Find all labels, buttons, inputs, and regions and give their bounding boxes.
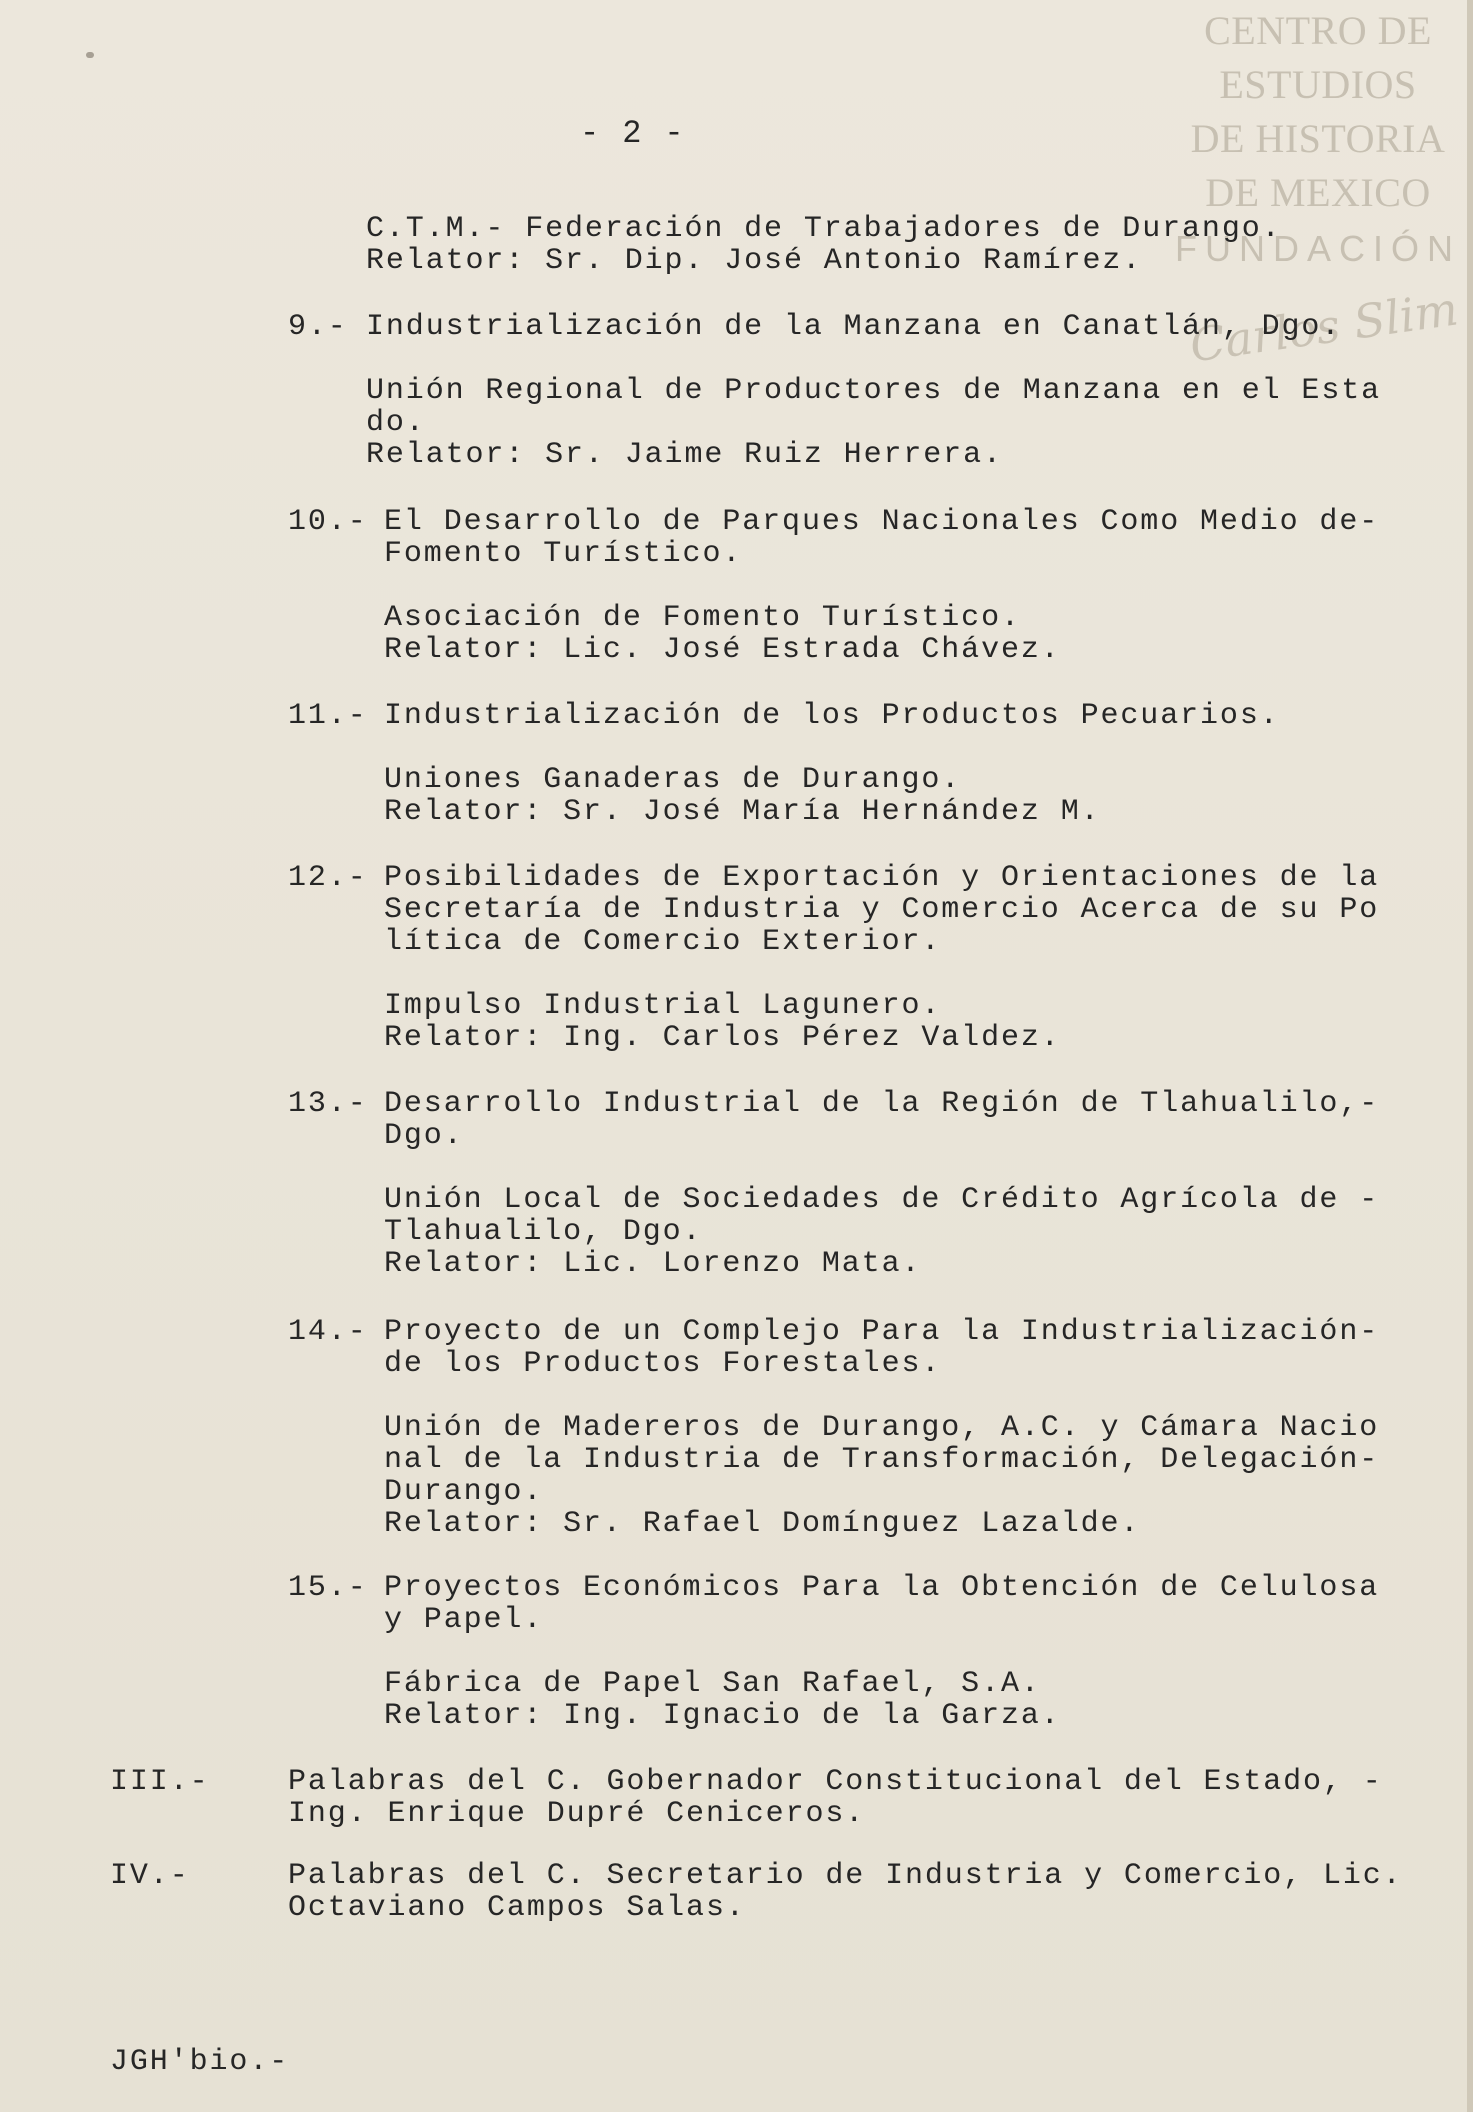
- item-org: Tlahualilo, Dgo.: [384, 1215, 703, 1249]
- item-title: Proyecto de un Complejo Para la Industrialización-: [384, 1315, 1380, 1349]
- item-org: do.: [366, 406, 426, 440]
- item-title: Posibilidades de Exportación y Orientaciones de la: [384, 861, 1380, 895]
- item-title: Industrialización de los Productos Pecuarios.: [384, 699, 1280, 733]
- item-title: lítica de Comercio Exterior.: [384, 925, 942, 959]
- item-number: 10.-: [288, 505, 368, 539]
- section-number: IV.-: [110, 1859, 190, 1893]
- item-org: Unión Regional de Productores de Manzana en el Esta: [366, 374, 1382, 408]
- item-org: Impulso Industrial Lagunero.: [384, 989, 942, 1023]
- item-10: [384, 506, 1379, 666]
- item-number: 11.-: [288, 699, 368, 733]
- line: Relator: Sr. Dip. José Antonio Ramírez.: [366, 244, 1143, 278]
- section-line: Octaviano Campos Salas.: [288, 1891, 746, 1925]
- item-number: 13.-: [288, 1087, 368, 1121]
- item-number: 15.-: [288, 1571, 368, 1605]
- item-number: 9.-: [288, 310, 348, 344]
- watermark-line: ESTUDIOS: [1219, 62, 1417, 107]
- item-org: Fábrica de Papel San Rafael, S.A.: [384, 1667, 1041, 1701]
- section-line: Palabras del C. Secretario de Industria y Comercio, Lic.: [288, 1859, 1403, 1893]
- item-org: Uniones Ganaderas de Durango.: [384, 763, 962, 797]
- section-iv: [288, 1860, 1403, 1924]
- item-relator: Relator: Sr. Rafael Domínguez Lazalde.: [384, 1507, 1141, 1541]
- item-relator: Relator: Ing. Carlos Pérez Valdez.: [384, 1021, 1061, 1055]
- item-title: Proyectos Económicos Para la Obtención de Celulosa: [384, 1571, 1380, 1605]
- item-number: 14.-: [288, 1315, 368, 1349]
- item-11: [384, 700, 1280, 828]
- watermark-line: DE MEXICO: [1205, 170, 1431, 215]
- item-13: [384, 1088, 1379, 1280]
- item-title: y Papel.: [384, 1603, 544, 1637]
- item-title: Dgo.: [384, 1119, 464, 1153]
- item-15: [384, 1572, 1379, 1732]
- section-line: Ing. Enrique Dupré Ceniceros.: [288, 1797, 866, 1831]
- item-title: Secretaría de Industria y Comercio Acerca de su Po: [384, 893, 1380, 927]
- item-relator: Relator: Lic. José Estrada Chávez.: [384, 633, 1061, 667]
- line: C.T.M.- Federación de Trabajadores de Durango.: [366, 212, 1282, 246]
- item-title: Desarrollo Industrial de la Región de Tlahualilo,-: [384, 1087, 1380, 1121]
- initials: JGH'bio.-: [110, 2045, 290, 2079]
- item-relator: Relator: Sr. José María Hernández M.: [384, 795, 1101, 829]
- paper-speck: [86, 52, 94, 58]
- watermark-signature: Carlos Slim: [1186, 281, 1462, 373]
- section-line: Palabras del C. Gobernador Constitucional del Estado, -: [288, 1765, 1383, 1799]
- section-number: III.-: [110, 1765, 210, 1799]
- item-org: nal de la Industria de Transformación, Delegación-: [384, 1443, 1380, 1477]
- item-number: 12.-: [288, 861, 368, 895]
- watermark-foundation: FUNDACIÓN: [1175, 228, 1461, 269]
- item-title: Industrialización de la Manzana en Canatlán, Dgo.: [366, 310, 1342, 344]
- page-edge: [1467, 0, 1473, 2112]
- item-relator: Relator: Ing. Ignacio de la Garza.: [384, 1699, 1061, 1733]
- item-org: Unión de Madereros de Durango, A.C. y Cámara Nacio: [384, 1411, 1380, 1445]
- item-9: [366, 311, 1381, 471]
- watermark-line: DE HISTORIA: [1190, 116, 1446, 161]
- page-number: - 2 -: [580, 115, 686, 152]
- item-relator: Relator: Lic. Lorenzo Mata.: [384, 1247, 922, 1281]
- item-relator: Relator: Sr. Jaime Ruiz Herrera.: [366, 438, 1003, 472]
- watermark-line: CENTRO DE: [1204, 8, 1432, 53]
- item-title: El Desarrollo de Parques Nacionales Como Medio de-: [384, 505, 1380, 539]
- item-title: de los Productos Forestales.: [384, 1347, 942, 1381]
- item-continuation: [366, 213, 1282, 277]
- item-org: Durango.: [384, 1475, 544, 1509]
- item-12: [384, 862, 1379, 1054]
- item-org: Unión Local de Sociedades de Crédito Agrícola de -: [384, 1183, 1380, 1217]
- item-14: [384, 1316, 1379, 1540]
- item-title: Fomento Turístico.: [384, 537, 743, 571]
- item-org: Asociación de Fomento Turístico.: [384, 601, 1021, 635]
- section-iii: [288, 1766, 1383, 1830]
